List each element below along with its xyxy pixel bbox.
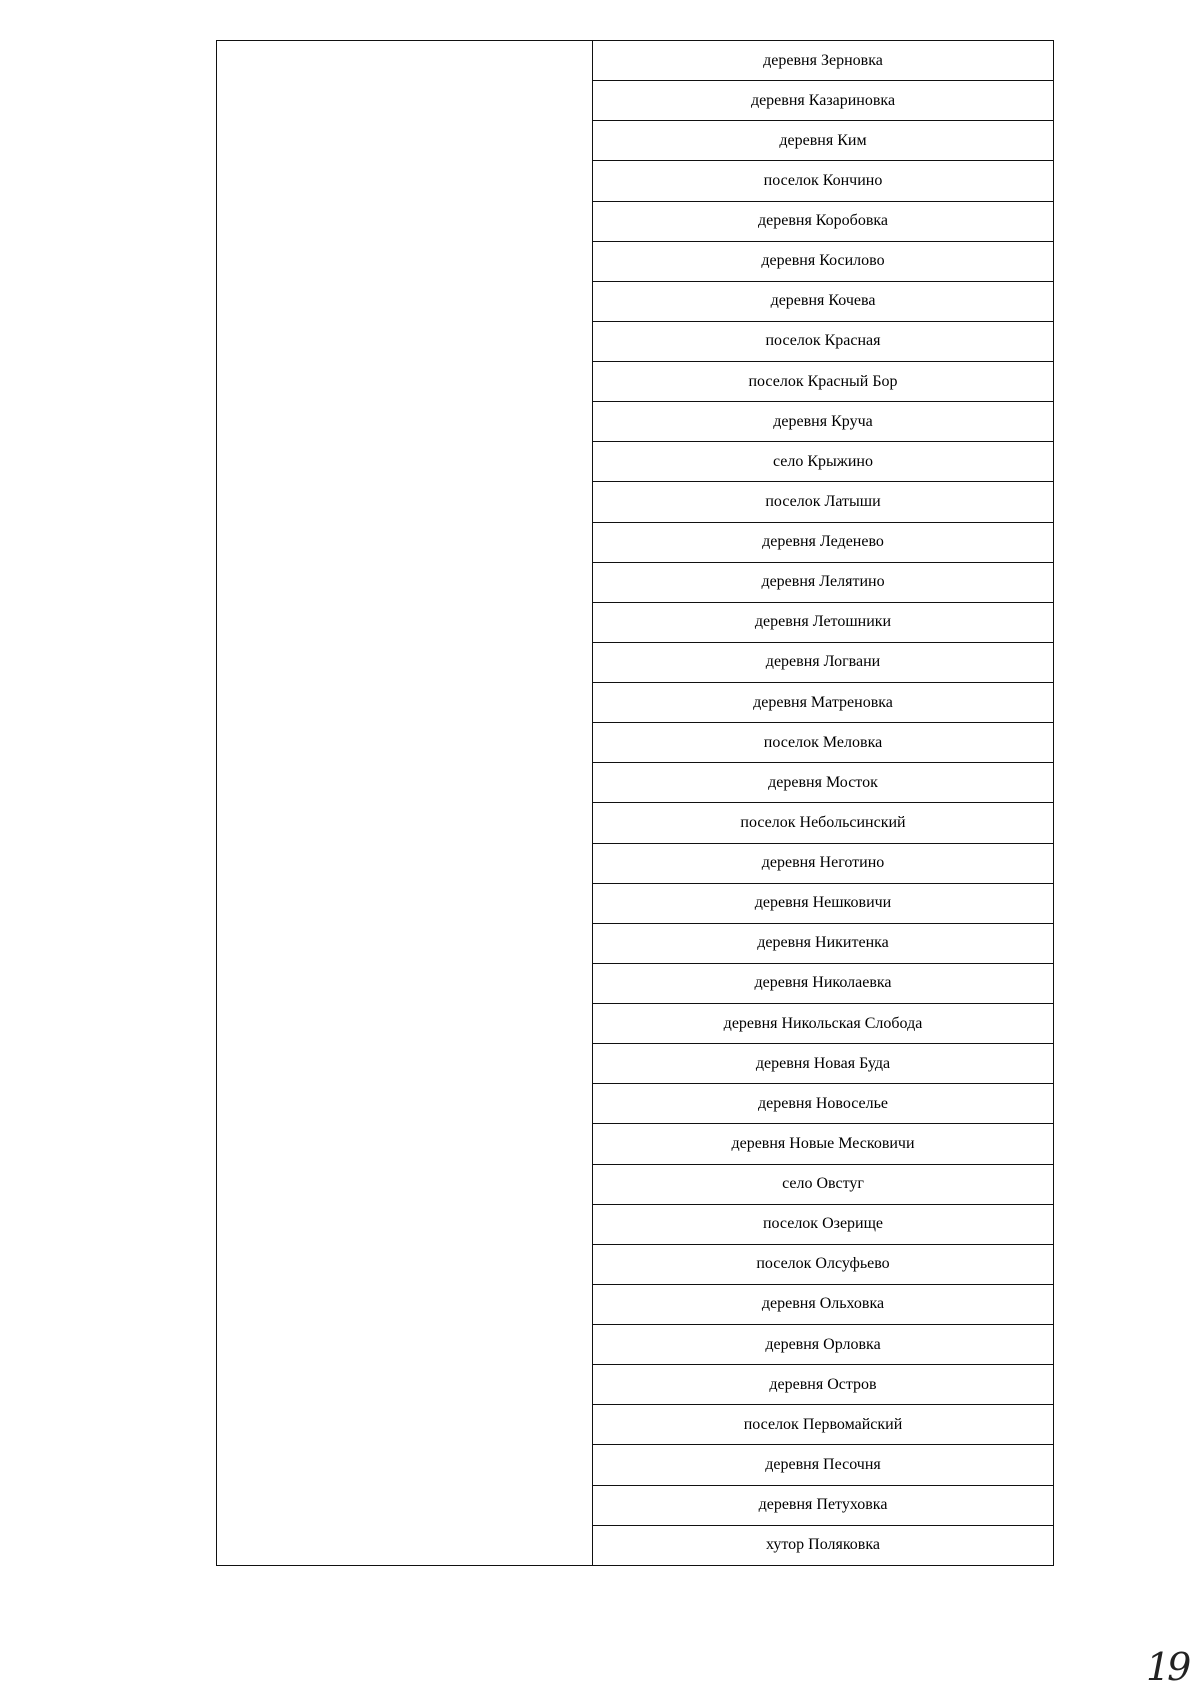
settlement-name-cell: поселок Латыши [593,482,1054,522]
settlement-name-cell: поселок Небольсинский [593,803,1054,843]
settlement-name-cell: деревня Песочня [593,1445,1054,1485]
settlement-name-cell: деревня Орловка [593,1325,1054,1365]
settlement-name-cell: деревня Никитенка [593,923,1054,963]
settlement-name-cell: деревня Леденево [593,522,1054,562]
settlement-name-cell: деревня Матреновка [593,683,1054,723]
settlement-name-cell: поселок Кончино [593,161,1054,201]
settlement-name-cell: деревня Летошники [593,602,1054,642]
settlement-name-cell: деревня Ким [593,121,1054,161]
settlement-name-cell: деревня Никольская Слобода [593,1004,1054,1044]
settlement-name-cell: село Крыжино [593,442,1054,482]
settlement-name-cell: деревня Ольховка [593,1284,1054,1324]
settlements-table [216,40,1054,1566]
settlement-name-cell: поселок Олсуфьево [593,1244,1054,1284]
settlement-name-cell: деревня Мосток [593,763,1054,803]
settlement-name-cell: поселок Первомайский [593,1405,1054,1445]
settlement-name-cell: поселок Меловка [593,723,1054,763]
settlement-name-cell: деревня Логвани [593,642,1054,682]
settlement-name-cell: деревня Петуховка [593,1485,1054,1525]
settlement-name-cell: поселок Красная [593,321,1054,361]
settlement-name-cell: деревня Лелятино [593,562,1054,602]
settlement-name-cell: деревня Нешковичи [593,883,1054,923]
settlement-name-cell: поселок Красный Бор [593,362,1054,402]
settlement-name-cell: деревня Кочева [593,281,1054,321]
settlement-name-cell: деревня Николаевка [593,963,1054,1003]
settlement-name-cell: деревня Новоселье [593,1084,1054,1124]
left-merged-cell [217,41,593,1566]
settlement-name-cell: деревня Круча [593,402,1054,442]
settlement-name-cell: деревня Остров [593,1365,1054,1405]
settlement-name-cell: поселок Озерище [593,1204,1054,1244]
settlement-name-cell: деревня Зерновка [593,41,1054,81]
settlement-name-cell: деревня Коробовка [593,201,1054,241]
settlement-name-cell: деревня Неготино [593,843,1054,883]
settlement-name-cell: деревня Новые Месковичи [593,1124,1054,1164]
table-row [217,41,1054,81]
settlement-name-cell: деревня Казариновка [593,81,1054,121]
settlement-name-cell: село Овстуг [593,1164,1054,1204]
settlement-name-cell: деревня Новая Буда [593,1044,1054,1084]
settlement-name-cell: деревня Косилово [593,241,1054,281]
settlement-name-cell: хутор Поляковка [593,1525,1054,1565]
table-body [217,41,1054,1566]
page-number: 19 [1146,1645,1189,1689]
